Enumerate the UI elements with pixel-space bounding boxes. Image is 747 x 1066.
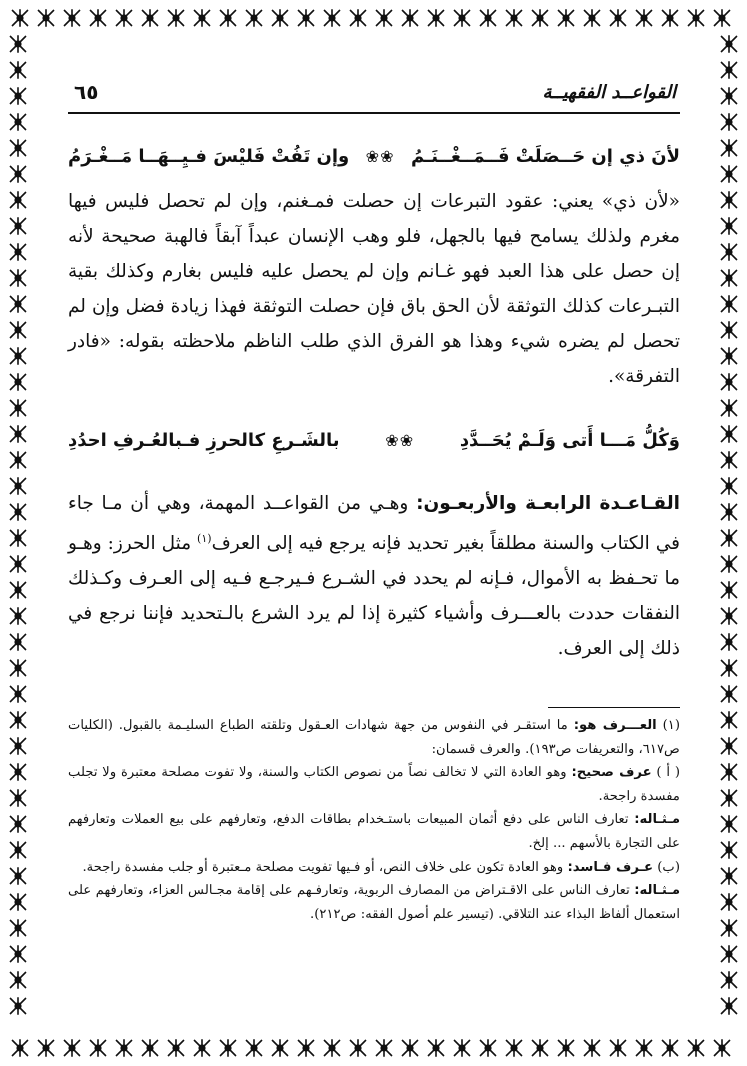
verse-1-separator: ❀❀ xyxy=(365,147,395,166)
footnote-example-1 xyxy=(68,808,680,855)
verse-2-separator: ❀❀ xyxy=(385,431,415,450)
example-1-term: مـثـاله: xyxy=(634,812,680,828)
rule-heading: القـاعـدة الرابعـة والأربعـون: xyxy=(416,493,681,514)
page-content xyxy=(68,78,680,1008)
footnote-1-text: ما استقـر في النفوس من جهة شهادات العـقول وتلقته الطباع السليـمة بالقبول. (الكليات ص٦١٧، والتعريفات ص١٩٣). والعرف قسمان: xyxy=(68,718,680,757)
footnote-example-2 xyxy=(68,879,680,926)
commentary-paragraph-1: «لأن ذي» يعني: عقود التبرعات إن حصلت فمـغنم، وإن لم تحصل فليس فيها مغرم ولذلك يسامح فيها بالجهل، فلو وهب الإنسان عبداً آبقاً فالهبة صحيحة لأنه إن حصل على هذا العبد فهو غـانم وإن لم يحصل عليه فليس بغارم وكذلك بقية التبـرعات كذلك التوثقة لأن الحق باق فإن حصلت التوثقة فهذا زيادة فضل وإن لم تحصل لم يضره شيء وهذا هو الفرق الذي طلب الناظم ملاحظته بقوله: «فادر التفرقة». xyxy=(68,191,680,387)
item-a-number: ( أ ) xyxy=(656,765,680,781)
footnote-separator xyxy=(548,707,680,708)
item-b-text: وهو العادة تكون على خلاف النص، أو فـيها تفويت مصلحة مـعتبرة أو جلب مفسدة راجحة. xyxy=(82,859,568,875)
footnote-1 xyxy=(68,714,680,761)
verse-line-1 xyxy=(68,146,680,167)
example-1-text: تعارف الناس على دفع أثمان المبيعات باستـخدام بطاقات الدفع، وتعارفهم على بيع العملات وتعارفهم على التجارة بالأسهم ... إلخ. xyxy=(68,812,680,851)
verse-1-left-hemistich: وإن تَفُتْ فَليْسَ فـيِــهَــا مَــغْـرَمُ xyxy=(68,146,350,167)
footnote-marker: (١) xyxy=(197,532,212,545)
item-b-number: (ب) xyxy=(657,859,680,875)
footnote-1-term: العـــرف هو: xyxy=(573,718,657,733)
item-b-term: عـرف فـاسد: xyxy=(567,859,654,875)
verse-1-right-hemistich: لأنَ ذي إن حَــصَلَتْ فَــمَــغْــنَـمُ xyxy=(410,146,680,167)
footnotes xyxy=(68,714,680,926)
item-a-text: وهو العادة التي لا تخالف نصاً من نصوص الكتاب والسنة، ولا تفوت مصلحة معتبرة ولا تجلب مفسدة راجحة. xyxy=(68,765,680,804)
book-title: القواعــد الفقهيــة xyxy=(542,82,676,103)
footnote-1-number: (١) xyxy=(662,718,680,733)
footnote-item-b xyxy=(68,856,680,880)
example-2-term: مـثـاله: xyxy=(634,883,680,899)
example-2-text: تعارف الناس على الاقـتراض من المصارف الربوية، وتعارفـهم على إقامة مجـالس العزاء، وتعارفهم على استعمال ألفاظ البذاء عند التلاقي. (تيسير علم أصول الفقه: ص٢١٢). xyxy=(68,883,680,922)
item-a-term: عرف صحيح: xyxy=(571,765,652,781)
running-header xyxy=(68,78,680,114)
page-number: ٦٥ xyxy=(74,80,99,104)
verse-line-2 xyxy=(68,430,680,451)
footnote-item-a xyxy=(68,761,680,808)
rule-text-part-1: وهـي من القواعــد المهمة، وهي أن مـا جاء في الكتاب والسنة مطلقاً بغير تحديد فإنه يرجع فيه إلى العرف xyxy=(68,493,680,555)
commentary-paragraph-2 xyxy=(68,486,680,666)
verse-2-right-hemistich: وَكُلُّ مَـــا أَتى وَلَـمْ يُحَــدَّدِ xyxy=(459,430,680,451)
verse-2-left-hemistich: بالشَـرعِ كالحرزِ فـبالعُـرفِ احدُدِ xyxy=(68,430,340,451)
rule-text-part-2: مثل الحرز: وهـو ما تحـفظ به الأموال، فـإنه لم يحدد في الشـرع فـيرجـع فـيه إلى العـرف وكـذلك النفقات حددت بالعـــرف وأشياء كثيرة إذا لم يرد الشرع بالـتحديد فإننا نرجع في ذلك إلى العرف. xyxy=(68,533,680,660)
